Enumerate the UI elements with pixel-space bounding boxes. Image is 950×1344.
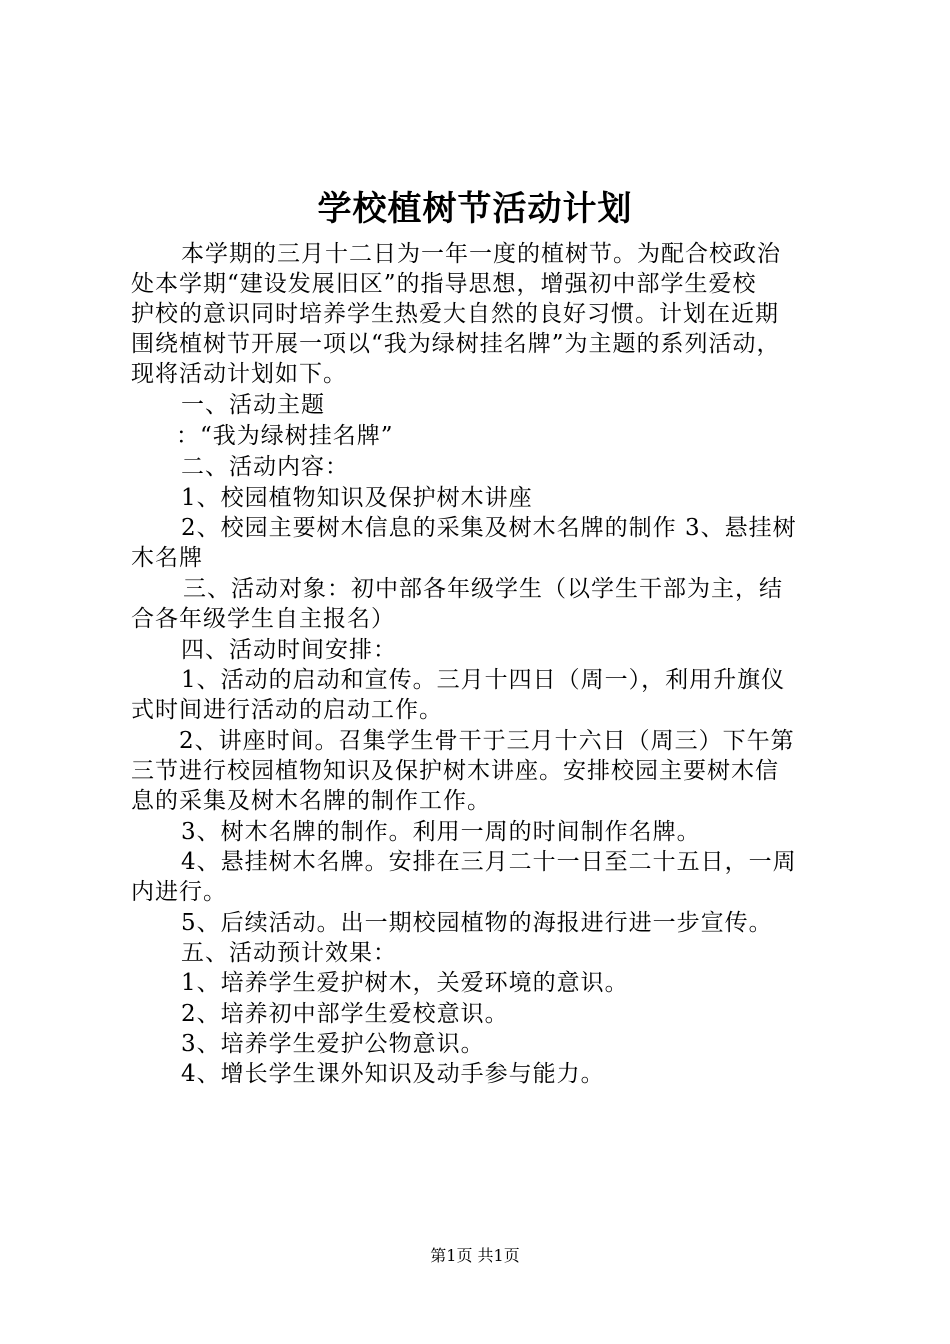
list-item: 3、树木名牌的制作。利用一周的时间制作名牌。 <box>181 819 701 845</box>
page-footer: 第1页 共1页 <box>430 1246 520 1265</box>
paragraph-line: 护校的意识同时培养学生热爱大自然的良好习惯。计划在近期 <box>131 301 779 327</box>
paragraph-line: ：“我为绿树挂名牌” <box>176 423 394 449</box>
paragraph-line: 合各年级学生自主报名） <box>131 606 395 632</box>
list-item: 2、培养初中部学生爱校意识。 <box>181 1001 509 1027</box>
paragraph-line: 内进行。 <box>131 879 227 905</box>
section-heading: 二、活动内容： <box>181 454 349 480</box>
list-item: 3、培养学生爱护公物意识。 <box>181 1031 485 1057</box>
paragraph-line: 现将活动计划如下。 <box>131 361 347 387</box>
list-item: 2、校园主要树木信息的采集及树木名牌的制作 3、悬挂树 <box>181 515 797 541</box>
section-heading: 一、活动主题 <box>181 392 325 418</box>
list-item: 4、增长学生课外知识及动手参与能力。 <box>181 1061 605 1087</box>
paragraph-line: 木名牌 <box>131 545 203 571</box>
paragraph-line: 处本学期“建设发展旧区”的指导思想，增强初中部学生爱校 <box>131 271 757 297</box>
list-item: 1、培养学生爱护树木，关爱环境的意识。 <box>181 970 629 996</box>
list-item: 1、活动的启动和宣传。三月十四日（周一），利用升旗仪 <box>181 667 786 693</box>
section-heading: 四、活动时间安排： <box>181 637 397 663</box>
paragraph-line: 三节进行校园植物知识及保护树木讲座。安排校园主要树木信 <box>131 758 779 784</box>
paragraph-line: 本学期的三月十二日为一年一度的植树节。为配合校政治 <box>181 241 781 267</box>
paragraph-line: 围绕植树节开展一项以“我为绿树挂名牌”为主题的系列活动， <box>131 331 781 357</box>
paragraph-line: 式时间进行活动的启动工作。 <box>131 697 443 723</box>
list-item: 5、后续活动。出一期校园植物的海报进行进一步宣传。 <box>181 910 773 936</box>
document-title: 学校植树节活动计划 <box>317 189 633 229</box>
paragraph-line: 息的采集及树木名牌的制作工作。 <box>131 788 491 814</box>
list-item: 1、校园植物知识及保护树木讲座 <box>181 485 533 511</box>
list-item: 4、悬挂树木名牌。安排在三月二十一日至二十五日，一周 <box>181 849 797 875</box>
section-heading: 三、活动对象：初中部各年级学生（以学生干部为主，结 <box>183 576 783 602</box>
section-heading: 五、活动预计效果： <box>181 940 397 966</box>
list-item: 2、讲座时间。召集学生骨干于三月十六日（周三）下午第 <box>179 728 795 754</box>
